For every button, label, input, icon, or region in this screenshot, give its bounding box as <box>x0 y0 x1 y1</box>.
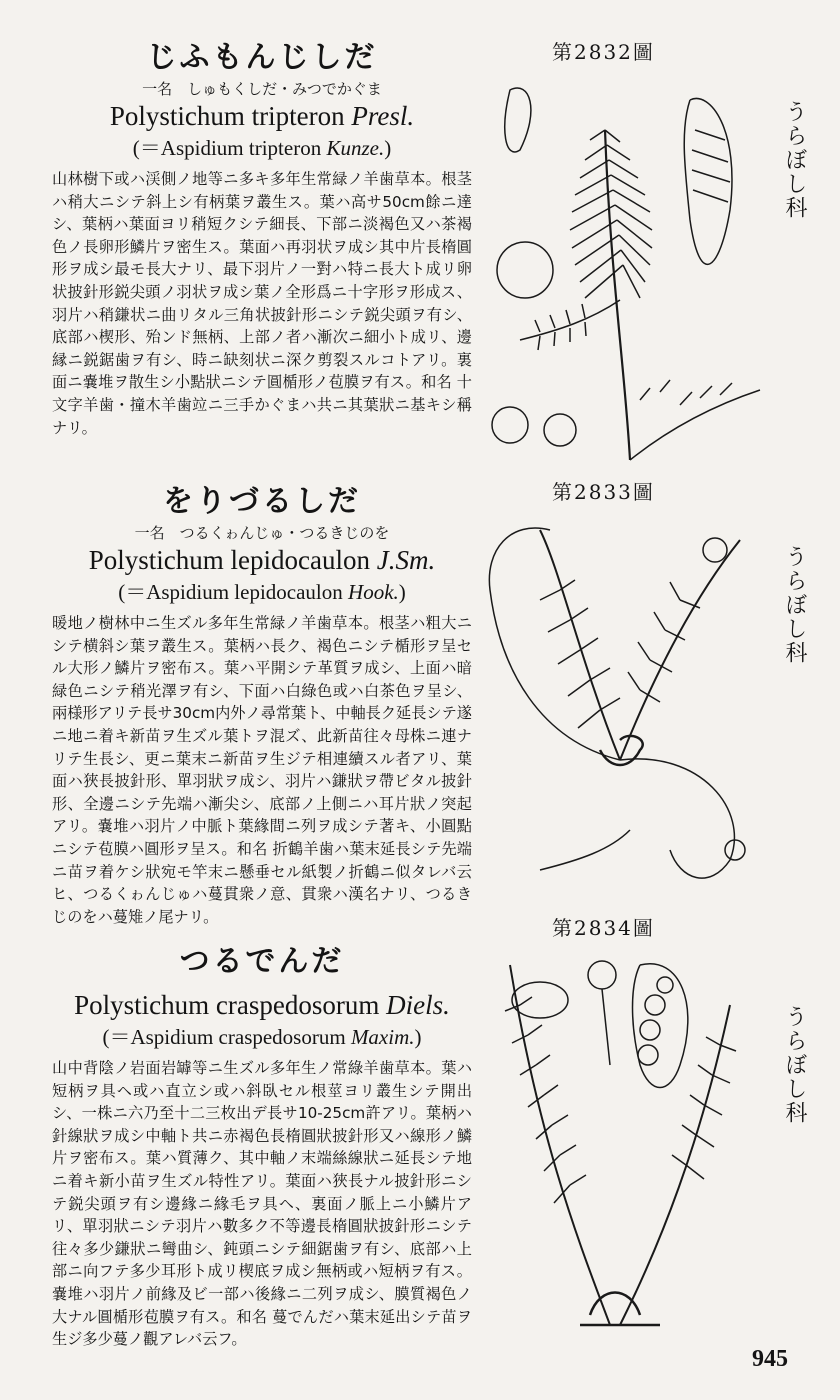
entry-title: をりづるしだ <box>163 484 361 519</box>
entry-description: 山林樹下或ハ渓側ノ地等ニ多キ多年生常緑ノ羊歯草本。根茎ハ稍大ニシテ斜上シ有柄葉ヲ叢生ス。葉ハ高サ50cm餘ニ達シ、葉柄ハ葉面ヨリ稍短クシテ細長、下部ニ淡褐色又ハ茶褐色ノ長卵形鱗片ヲ密生ス。葉面ハ再羽状ヲ成シ其中片長楕圓形ヲ成シ最モ長大ナリ、最下羽片ノ一對ハ特ニ長大ト成リ卵状披針形鋭尖頭ノ羽状ヲ成シ葉ノ全形爲ニ十字形ヲ形成ス、羽片ハ稍鎌状ニ曲リタル三角状披針形ニシテ鋭尖頭ヲ有シ、底部ハ楔形、殆ンド無柄、上部ノ者ハ漸次ニ細小ト成リ、邊縁ニ鋭鋸歯ヲ有シ、時ニ缺刻状ニ深ク剪裂スルコトアリ。裏面ニ嚢堆ヲ散生シ小點狀ニシテ圓楯形ノ苞膜ヲ有ス。和名 十文字羊歯・撞木羊歯竝ニ三手かぐまハ共ニ其葉狀ニ基キシ稱ナリ。 <box>52 170 472 437</box>
fern-illustration-lepidocaulon <box>480 510 770 900</box>
entry-title: つるでんだ <box>179 944 345 979</box>
scientific-name-text: Polystichum craspedosorum <box>74 990 380 1020</box>
synonym-close: ) <box>384 136 392 160</box>
synonym <box>52 1021 472 1051</box>
scientific-name-author: J.Sm. <box>376 545 436 575</box>
scientific-name-text: Polystichum lepidocaulon <box>88 545 370 575</box>
fern-drawing <box>480 510 770 900</box>
figure-label-2832: 第2832圖 <box>552 40 655 64</box>
scientific-name <box>52 545 472 576</box>
entry-description: 暖地ノ樹林中ニ生ズル多年生常緑ノ羊歯草本。根茎ハ粗大ニシテ横斜シ葉ヲ叢生ス。葉柄ハ長ク、褐色ニシテ楯形ヲ呈セル大形ノ鱗片ヲ密布ス。葉ハ平開シテ革質ヲ成シ、上面ハ暗緑色ニシテ稍光澤ヲ有シ、下面ハ白綠色或ハ白茶色ヲ呈シ、兩様形アリテ長サ30cm内外ノ尋常葉ト、中軸長ク延長シテ遂ニ地ニ着キ新苗ヲ生ズル葉トヲ混ズ、此新苗往々母株ニ連ナリテ生長シ、更ニ葉末ニ新苗ヲ生ジテ相連續スル者アリ、葉面ハ狹長披針形、單羽狀ヲ成シ、羽片ハ鎌狀ヲ帶ビタル披針形、全邊ニシテ先端ハ漸尖シ、底部ノ上側ニハ耳片狀ノ突起アリ。嚢堆ハ羽片ノ中脈ト葉緣間ニ列ヲ成シテ著キ、小圓點ニシテ苞膜ハ圓形ヲ呈ス。和名 折鶴羊歯ハ葉末延長シテ先端ニ苗ヲ着ケシ狀宛モ竿末ニ懸垂セル紙製ノ折鶴ニ似タレバ云ヒ、つるくゎんじゅハ蔓貫衆ノ意、貫衆ハ漢名ナリ、つるきじのをハ蔓雉ノ尾ナリ。 <box>52 614 472 926</box>
scientific-name-author: Presl. <box>351 101 415 131</box>
synonym <box>52 132 472 162</box>
synonym-text: (＝Aspidium craspedosorum <box>102 1025 346 1049</box>
figure-label-2833: 第2833圖 <box>552 480 655 504</box>
synonym-author: Kunze. <box>326 136 385 160</box>
synonym-text: (＝Aspidium tripteron <box>132 136 322 160</box>
entry-title: じふもんじしだ <box>146 40 378 75</box>
scientific-name <box>52 990 472 1021</box>
page-number: 945 <box>752 1346 788 1372</box>
family-label: うらぼし科 <box>782 545 807 665</box>
entry-jifumonjishida <box>52 32 472 439</box>
synonym-text: (＝Aspidium lepidocaulon <box>118 580 343 604</box>
synonym-author: Maxim. <box>350 1025 415 1049</box>
synonym-author: Hook. <box>348 580 399 604</box>
family-label: うらぼし科 <box>782 1005 807 1125</box>
entry-description: 山中背陰ノ岩面岩罅等ニ生ズル多年生ノ常綠羊歯草本。葉ハ短柄ヲ具ヘ或ハ直立シ或ハ斜臥セル根莖ヨリ叢生シテ開出シ、一株ニ六乃至十二三枚出デ長サ10-25cm許アリ。葉柄ハ針線狀ヲ成シ中軸ト共ニ赤褐色長楕圓狀披針形又ハ線形ノ鱗片ヲ密布ス。葉ハ質薄ク、其中軸ノ末端絲線狀ニ延長シテ地ニ着キ新小苗ヲ生ズル特性アリ。葉面ハ狹長ナル披針形ニシテ鋭尖頭ヲ有シ邊緣ニ緣毛ヲ具ヘ、裏面ノ脈上ニ小鱗片アリ、單羽狀ニシテ羽片ハ數多ク不等邊長楕圓狀披針形ニシテ往々多少鎌狀ニ彎曲シ、鈍頭ニシテ細鋸歯ヲ有シ、底部ハ上部ニ向フテ多少耳形ト成リ楔底ヲ成シ無柄或ハ短柄ヲ有ス。嚢堆ハ羽片ノ前緣及ビ一部ハ後緣ニ二列ヲ成シ、膜質褐色ノ大ナル圓楯形苞膜ヲ有ス。和名 蔓でんだハ葉末延出シテ苗ヲ生ジ多少蔓ノ觀アレバ云フ。 <box>52 1059 472 1349</box>
entry-alias: 一名 しゅもくしだ・みつでかぐま <box>142 80 382 98</box>
fern-drawing <box>480 70 770 470</box>
synonym-close: ) <box>398 580 406 604</box>
entry-tsurudenda <box>52 936 472 1351</box>
synonym-close: ) <box>414 1025 422 1049</box>
scientific-name-author: Diels. <box>386 990 450 1020</box>
fern-illustration-craspedosorum <box>480 945 770 1345</box>
family-label: うらぼし科 <box>782 100 807 220</box>
scientific-name-text: Polystichum tripteron <box>109 101 345 131</box>
scientific-name <box>52 101 472 132</box>
entry-alias: 一名 つるくゎんじゅ・つるきじのを <box>134 524 390 542</box>
entry-orizurushida <box>52 476 472 928</box>
figure-label-2834: 第2834圖 <box>552 916 655 940</box>
fern-illustration-tripteron <box>480 70 770 470</box>
synonym <box>52 576 472 606</box>
fern-drawing <box>480 945 770 1345</box>
